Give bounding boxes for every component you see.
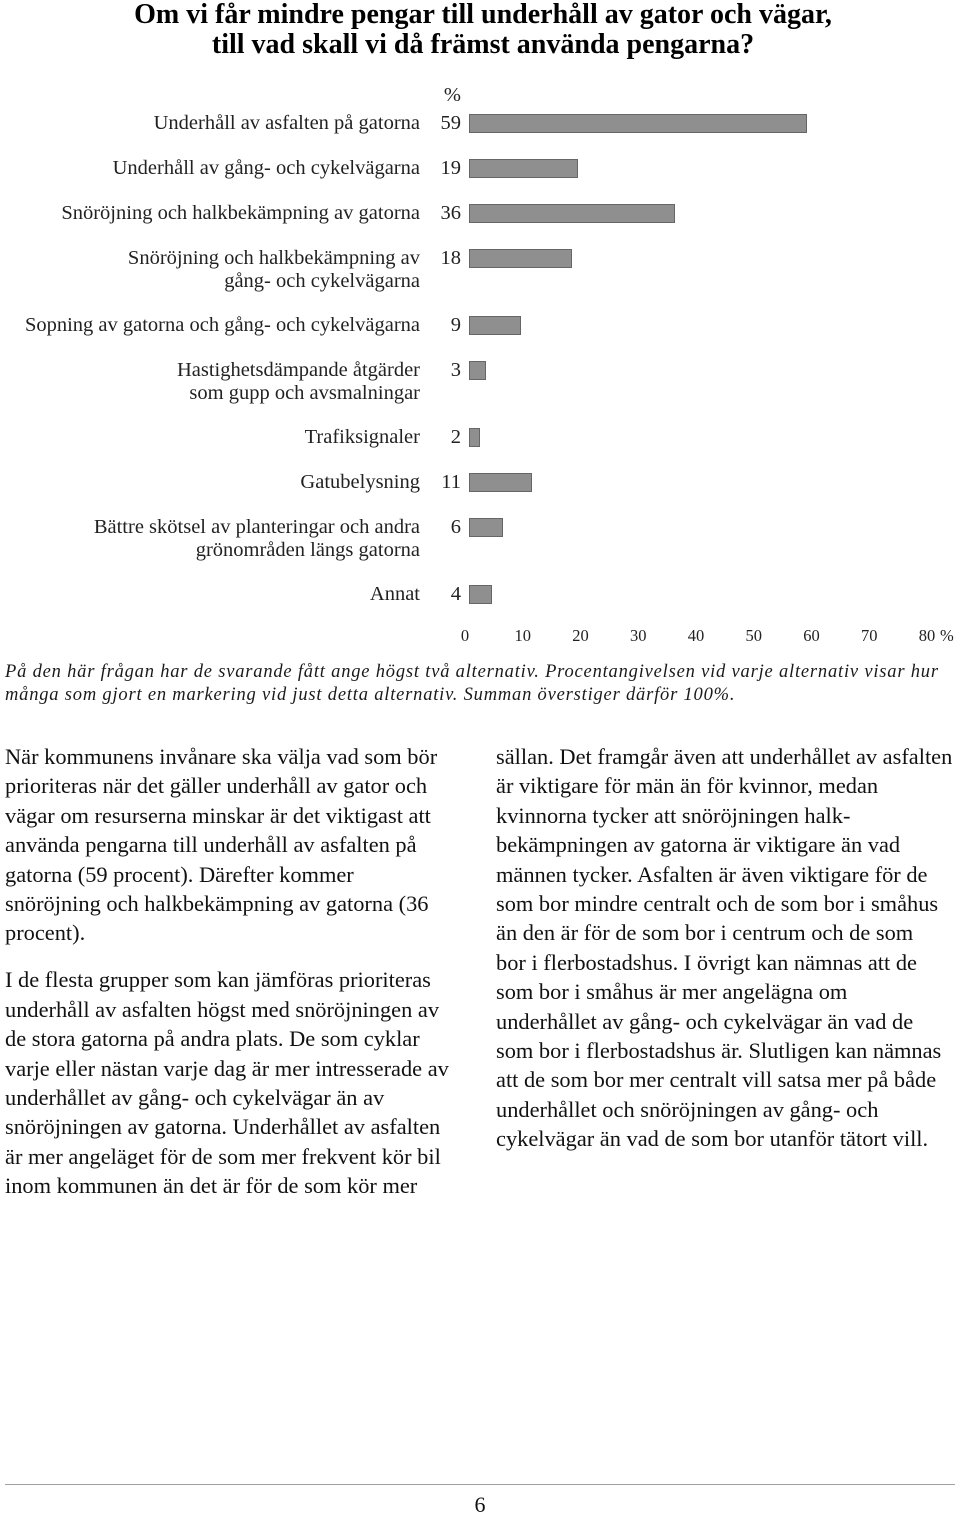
title-line-1: Om vi får mindre pengar till underhåll av gator och vägar, bbox=[134, 0, 832, 30]
value-label: 4 bbox=[450, 583, 461, 605]
footer-divider bbox=[5, 1484, 955, 1485]
category-label: Hastighetsdämpande åtgärder som gupp och avsmalningar bbox=[176, 359, 420, 404]
bar bbox=[469, 159, 578, 178]
value-label: 59 bbox=[440, 112, 461, 134]
body-column-right bbox=[496, 742, 956, 1171]
text-line: underhållet och snöröjningen av gång- och bbox=[496, 1096, 879, 1122]
text-line: som bor mindre centralt och de som bor i småhus bbox=[496, 891, 939, 917]
category-label: Sopning av gatorna och gång- och cykelvägarna bbox=[24, 314, 420, 336]
x-tick-label: 20 bbox=[572, 626, 589, 645]
chart-note bbox=[5, 661, 939, 707]
bar bbox=[469, 428, 480, 447]
bar bbox=[469, 114, 807, 133]
text-line: som bor i småhus är mer angelägna om bbox=[496, 979, 848, 1005]
body-column-left bbox=[5, 742, 475, 1218]
text-line: procent). bbox=[5, 920, 86, 946]
text-line: använda pengarna till underhåll av asfalten på bbox=[5, 832, 417, 858]
x-tick-label: 30 bbox=[630, 626, 647, 645]
text-line: som bor i flerbostadshus är. Slutligen kan nämnas bbox=[496, 1038, 942, 1064]
text-line: underhållet av gång- och cykelvägar än av bbox=[5, 1085, 385, 1111]
paragraph bbox=[5, 742, 475, 948]
text-line: de stora gatorna på andra plats. De som cyklar bbox=[5, 1026, 420, 1052]
text-line: underhållet av gång- och cykelvägar än vad de bbox=[496, 1008, 914, 1034]
paragraph bbox=[496, 742, 956, 1154]
bar bbox=[469, 518, 503, 537]
text-line: sällan. Det framgår även att underhållet av asfalten bbox=[496, 744, 953, 769]
x-tick-label: 60 bbox=[803, 626, 820, 645]
bar bbox=[469, 249, 572, 268]
category-label: Underhåll av gång- och cykelvägarna bbox=[112, 157, 420, 179]
note-line-1: På den här frågan har de svarande fått ange högst två alternativ. Procentangivelsen vid varje alternativ visar hur bbox=[5, 662, 939, 682]
bar bbox=[469, 204, 675, 223]
value-label: 18 bbox=[440, 247, 461, 269]
category-label: Trafiksignaler bbox=[304, 426, 420, 448]
x-tick-label: 50 bbox=[745, 626, 762, 645]
value-column-header: % bbox=[443, 84, 461, 106]
bar-chart bbox=[0, 0, 960, 650]
text-line: är mer angeläget för de som mer frekvent kör bil bbox=[5, 1143, 441, 1169]
text-line: att de som bor mer centralt vill satsa mer på både bbox=[496, 1067, 937, 1093]
value-label: 3 bbox=[450, 359, 461, 381]
text-line: cykelvägar än vad de som bor utanför tätort vill. bbox=[496, 1126, 929, 1152]
text-line: bor i flerbostadshus. I övrigt kan nämnas att de bbox=[496, 949, 917, 975]
text-line: inom kommunen än det är för de som kör mer bbox=[5, 1173, 418, 1199]
value-label: 6 bbox=[450, 516, 461, 538]
text-line: underhåll av asfalten högst med snöröjningen av bbox=[5, 996, 440, 1022]
value-label: 11 bbox=[441, 471, 461, 493]
bar bbox=[469, 361, 486, 380]
text-line: bekämpningen av gatorna är viktigare än vad bbox=[496, 832, 901, 858]
text-line: varje eller nästan varje dag är mer intresserade av bbox=[5, 1055, 449, 1081]
text-line: är viktigare för män än för kvinnor, medan bbox=[496, 773, 879, 799]
category-label: Snöröjning och halkbekämpning av gång- och cykelvägarna bbox=[127, 247, 420, 292]
text-line: än den är för de som bor i centrum och de som bbox=[496, 920, 914, 946]
x-tick-label: 70 bbox=[861, 626, 878, 645]
category-label: Annat bbox=[369, 583, 420, 605]
category-label: Snöröjning och halkbekämpning av gatorna bbox=[61, 202, 420, 224]
note-line-2: många som gjort en markering vid just detta alternativ. Summan överstiger därför 100%. bbox=[5, 685, 736, 705]
bar bbox=[469, 316, 521, 335]
value-label: 19 bbox=[440, 157, 461, 179]
text-line: I de flesta grupper som kan jämföras prioriteras bbox=[5, 967, 431, 993]
value-label: 9 bbox=[450, 314, 461, 336]
text-line: prioriteras när det gäller underhåll av gator och bbox=[5, 773, 428, 799]
page-number: 6 bbox=[474, 1492, 486, 1516]
category-label: Bättre skötsel av planteringar och andra grönområden längs gatorna bbox=[93, 516, 420, 561]
bar bbox=[469, 473, 532, 492]
text-line: När kommunens invånare ska välja vad som bör bbox=[5, 744, 438, 769]
value-label: 36 bbox=[440, 202, 461, 224]
text-line: kvinnorna tycker att snöröjningen halk- bbox=[496, 802, 851, 828]
text-line: vägar om resurserna minskar är det viktigast att bbox=[5, 802, 431, 828]
x-tick-label: 10 bbox=[514, 626, 531, 645]
category-label: Gatubelysning bbox=[300, 471, 420, 493]
x-tick-label: 40 bbox=[687, 626, 705, 645]
value-label: 2 bbox=[450, 426, 461, 448]
category-label: Underhåll av asfalten på gatorna bbox=[153, 112, 420, 134]
text-line: gatorna (59 procent). Därefter kommer bbox=[5, 861, 354, 887]
text-line: männen tycker. Asfalten är även viktigare för de bbox=[496, 861, 928, 887]
text-line: snöröjning och halkbekämpning av gatorna (36 bbox=[5, 891, 429, 917]
title-line-2: till vad skall vi då främst använda pengarna? bbox=[211, 29, 755, 60]
paragraph bbox=[5, 965, 475, 1200]
x-tick-label: 0 bbox=[460, 626, 470, 645]
bar bbox=[469, 585, 492, 604]
x-axis-unit: % bbox=[940, 626, 954, 645]
x-tick-label: 80 bbox=[918, 626, 936, 645]
text-line: snöröjningen av gatorna. Underhållet av asfalten bbox=[5, 1114, 441, 1140]
